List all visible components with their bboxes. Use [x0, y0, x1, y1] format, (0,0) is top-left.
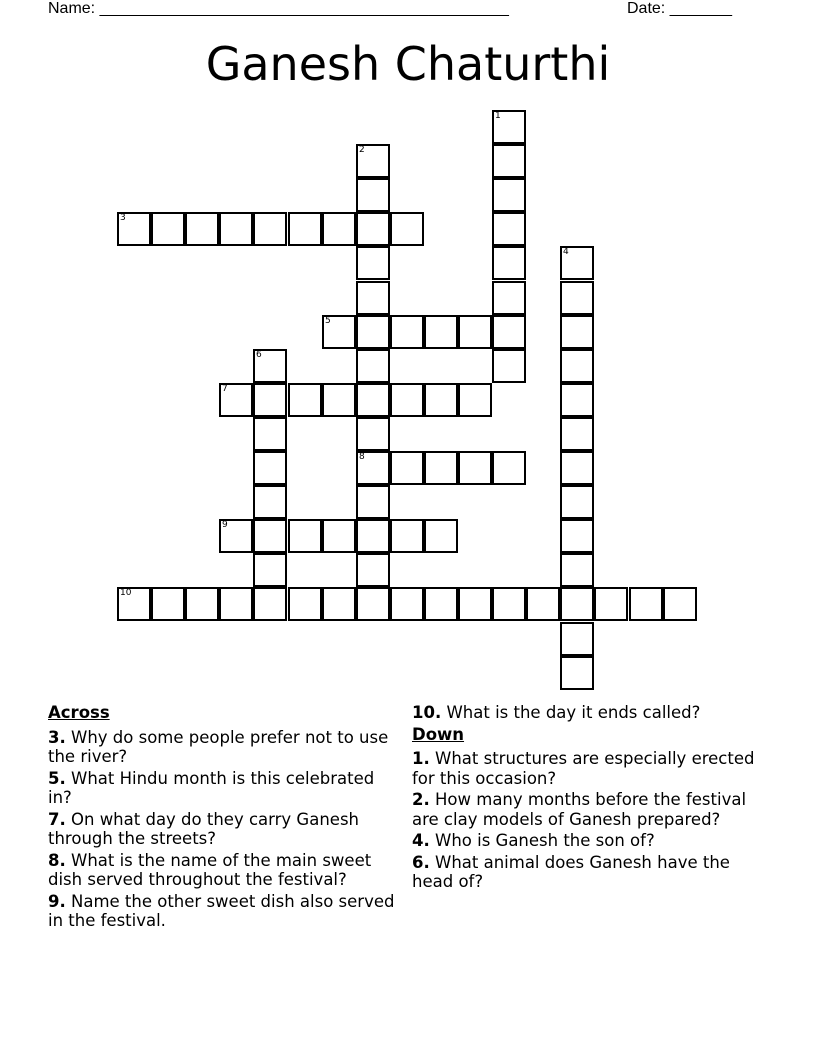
crossword-cell[interactable] [253, 587, 287, 621]
crossword-cell[interactable] [356, 553, 390, 587]
crossword-cell[interactable] [492, 349, 526, 383]
clue-number: 8. [48, 850, 66, 870]
crossword-cell[interactable] [356, 587, 390, 621]
crossword-cell[interactable] [560, 246, 594, 280]
crossword-cell[interactable] [424, 587, 458, 621]
crossword-cell[interactable] [253, 383, 287, 417]
crossword-cell[interactable] [356, 349, 390, 383]
clue-text: Who is Ganesh the son of? [435, 831, 655, 850]
across-clue-10 [412, 703, 768, 723]
crossword-cell[interactable] [560, 281, 594, 315]
crossword-cell[interactable] [390, 383, 424, 417]
cell-number: 2 [359, 145, 365, 155]
across-clue-7 [48, 810, 396, 849]
crossword-cell[interactable] [492, 315, 526, 349]
crossword-cell[interactable] [492, 281, 526, 315]
crossword-cell[interactable] [560, 622, 594, 656]
cell-number: 5 [325, 316, 331, 326]
crossword-cell[interactable] [492, 178, 526, 212]
cell-number: 1 [495, 111, 501, 121]
crossword-cell[interactable] [288, 519, 322, 553]
clue-number: 5. [48, 768, 66, 788]
across-clue-5 [48, 769, 396, 808]
clues-left-column [48, 703, 396, 933]
cell-number: 10 [120, 588, 132, 598]
down-heading: Down [412, 724, 465, 744]
crossword-cell[interactable] [253, 553, 287, 587]
crossword-cell[interactable] [560, 349, 594, 383]
crossword-cell[interactable] [253, 519, 287, 553]
crossword-cell[interactable] [390, 587, 424, 621]
clue-number: 6. [412, 852, 430, 872]
down-clue-2 [412, 790, 768, 829]
crossword-cell[interactable] [390, 315, 424, 349]
crossword-cell[interactable] [117, 212, 151, 246]
crossword-cell[interactable] [424, 519, 458, 553]
crossword-cell[interactable] [424, 451, 458, 485]
cell-number: 8 [359, 452, 365, 462]
crossword-cell[interactable] [322, 519, 356, 553]
clue-number: 1. [412, 749, 430, 768]
cell-number: 4 [563, 247, 569, 257]
clue-text: Why do some people prefer not to use the river? [48, 727, 389, 766]
crossword-cell[interactable] [560, 451, 594, 485]
clue-number: 4. [412, 831, 430, 850]
crossword-cell[interactable] [560, 519, 594, 553]
crossword-cell[interactable] [526, 587, 560, 621]
crossword-cell[interactable] [356, 212, 390, 246]
crossword-cell[interactable] [253, 212, 287, 246]
crossword-cell[interactable] [117, 587, 151, 621]
crossword-cell[interactable] [356, 485, 390, 519]
crossword-cell[interactable] [458, 587, 492, 621]
crossword-cell[interactable] [424, 383, 458, 417]
cell-number: 7 [222, 384, 228, 394]
crossword-cell[interactable] [663, 587, 697, 621]
crossword-cell[interactable] [390, 519, 424, 553]
crossword-cell[interactable] [151, 587, 185, 621]
clue-text: What animal does Ganesh have the head of? [412, 852, 730, 891]
down-clue-6 [412, 853, 768, 892]
crossword-cell[interactable] [253, 485, 287, 519]
crossword-cell[interactable] [356, 281, 390, 315]
clue-number: 2. [412, 790, 430, 809]
crossword-cell[interactable] [390, 212, 424, 246]
clue-number: 3. [48, 727, 66, 747]
crossword-cell[interactable] [219, 519, 253, 553]
clue-text: Name the other sweet dish also served in the festival. [48, 891, 395, 930]
crossword-cell[interactable] [356, 519, 390, 553]
crossword-cell[interactable] [560, 553, 594, 587]
crossword-cell[interactable] [356, 451, 390, 485]
crossword-cell[interactable] [253, 451, 287, 485]
crossword-cell[interactable] [288, 587, 322, 621]
crossword-cell[interactable] [492, 110, 526, 144]
crossword-cell[interactable] [288, 212, 322, 246]
clue-text: What is the day it ends called? [446, 703, 701, 722]
crossword-cell[interactable] [185, 587, 219, 621]
clue-number: 7. [48, 809, 66, 829]
crossword-cell[interactable] [322, 383, 356, 417]
puzzle-title: Ganesh Chaturthi [205, 37, 611, 91]
crossword-cell[interactable] [390, 451, 424, 485]
name-field-label: Name: ______________________________________________ [48, 0, 509, 17]
crossword-cell[interactable] [322, 587, 356, 621]
date-field-label: Date: _______ [627, 0, 732, 17]
crossword-cell[interactable] [560, 383, 594, 417]
crossword-cell[interactable] [185, 212, 219, 246]
crossword-cell[interactable] [356, 246, 390, 280]
crossword-cell[interactable] [356, 178, 390, 212]
across-clue-3 [48, 728, 396, 767]
cell-number: 6 [256, 350, 262, 360]
crossword-cell[interactable] [219, 587, 253, 621]
crossword-cell[interactable] [560, 587, 594, 621]
crossword-cell[interactable] [219, 383, 253, 417]
cell-number: 3 [120, 213, 126, 223]
across-clue-8 [48, 851, 396, 890]
clue-text: What is the name of the main sweet dish served throughout the festival? [48, 850, 372, 889]
crossword-cell[interactable] [594, 587, 628, 621]
crossword-cell[interactable] [492, 144, 526, 178]
crossword-cell[interactable] [356, 144, 390, 178]
crossword-cell[interactable] [458, 383, 492, 417]
crossword-cell[interactable] [458, 451, 492, 485]
down-clue-1 [412, 749, 768, 788]
cell-number: 9 [222, 520, 228, 530]
crossword-cell[interactable] [253, 349, 287, 383]
crossword-cell[interactable] [492, 451, 526, 485]
across-heading: Across [48, 703, 110, 722]
clues-right-column [412, 703, 768, 894]
crossword-cell[interactable] [322, 212, 356, 246]
clue-number: 10. [412, 703, 442, 722]
crossword-cell[interactable] [492, 246, 526, 280]
crossword-cell[interactable] [629, 587, 663, 621]
crossword-cell[interactable] [356, 417, 390, 451]
crossword-cell[interactable] [288, 383, 322, 417]
crossword-cell[interactable] [151, 212, 185, 246]
crossword-cell[interactable] [356, 383, 390, 417]
clue-text: What structures are especially erected for this occasion? [412, 749, 755, 788]
crossword-cell[interactable] [458, 315, 492, 349]
crossword-cell[interactable] [560, 485, 594, 519]
crossword-cell[interactable] [424, 315, 458, 349]
clue-text: What Hindu month is this celebrated in? [48, 768, 375, 807]
clue-text: How many months before the festival are clay models of Ganesh prepared? [412, 790, 747, 829]
crossword-cell[interactable] [253, 417, 287, 451]
crossword-cell[interactable] [356, 315, 390, 349]
clue-text: On what day do they carry Ganesh through the streets? [48, 809, 359, 848]
crossword-cell[interactable] [560, 417, 594, 451]
clue-number: 9. [48, 891, 66, 911]
down-clue-4 [412, 831, 768, 851]
crossword-cell[interactable] [219, 212, 253, 246]
crossword-cell[interactable] [560, 315, 594, 349]
across-clue-9 [48, 892, 396, 931]
crossword-cell[interactable] [492, 212, 526, 246]
crossword-cell[interactable] [322, 315, 356, 349]
crossword-cell[interactable] [492, 587, 526, 621]
crossword-cell[interactable] [560, 656, 594, 690]
